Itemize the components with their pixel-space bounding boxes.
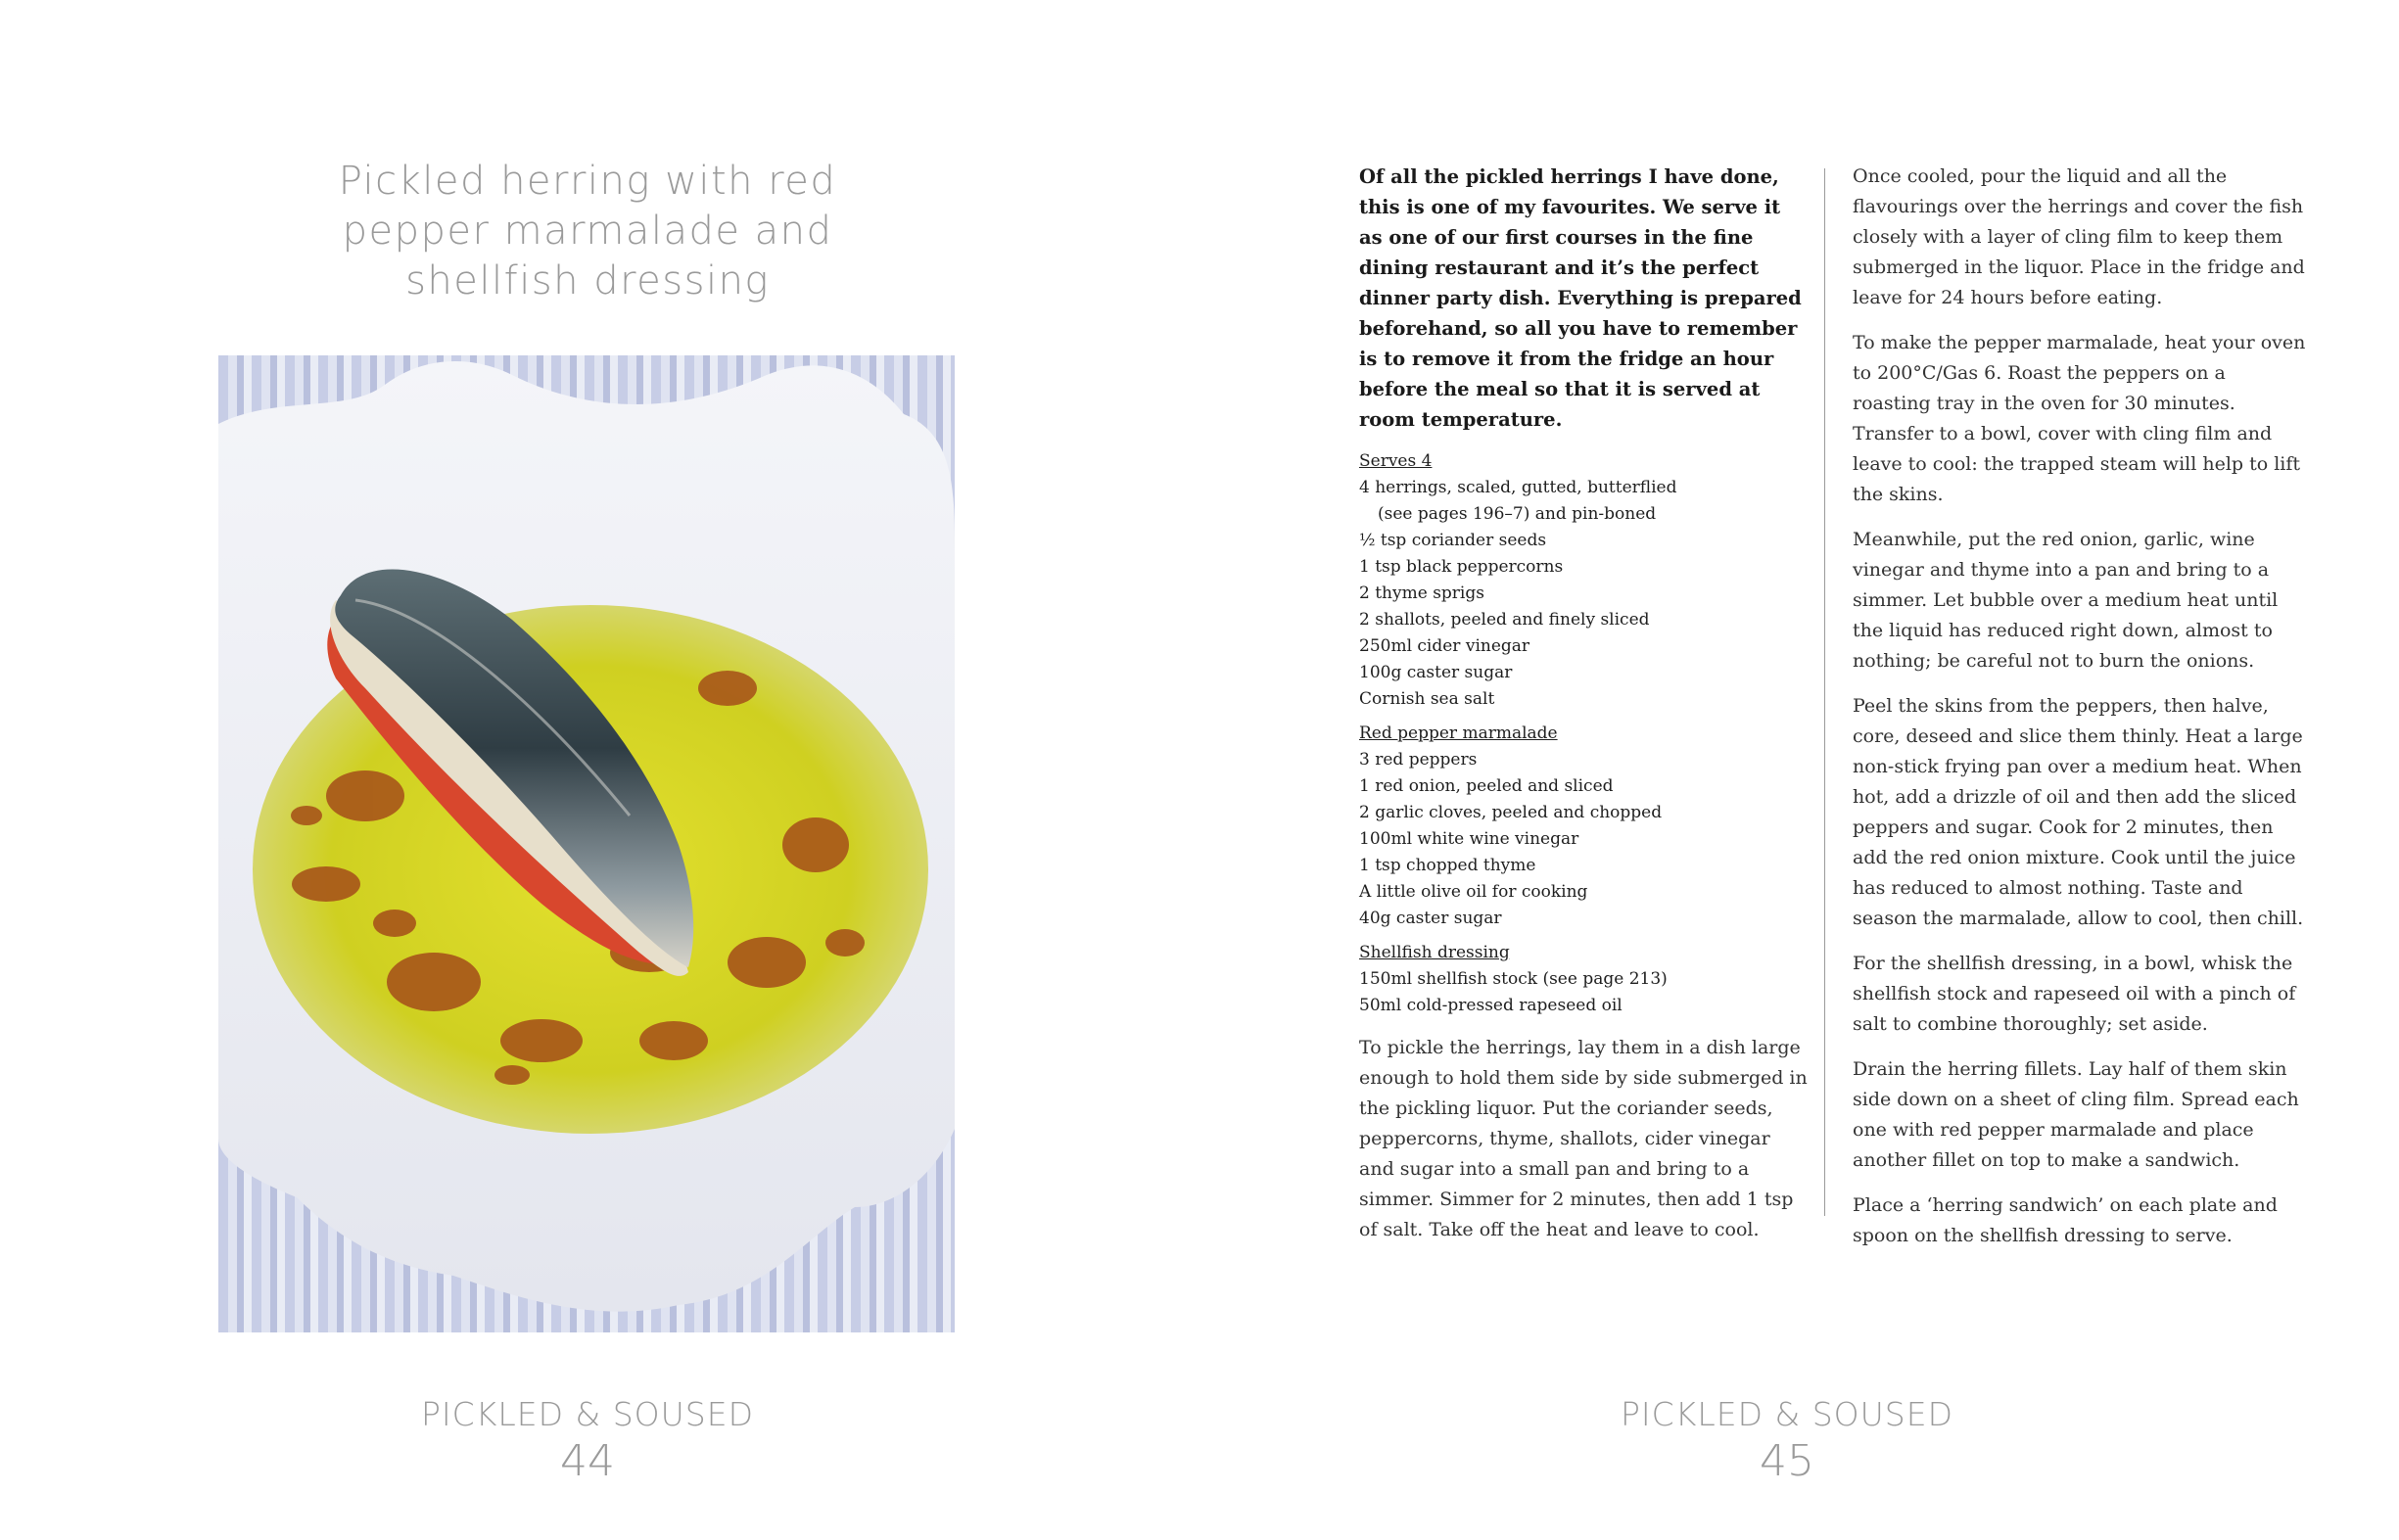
ingredient-item: 1 tsp chopped thyme	[1359, 856, 1536, 875]
method-paragraph: To pickle the herrings, lay them in a dish large enough to hold them side by side submerged in the pickling liquor. Put the coriander seeds, peppercorns, thyme, shallots, cider vinegar and sugar into a small pan and bring to a simmer. Simmer for 2 minutes, then add 1 tsp of salt. Take off the heat and leave to cool.	[1359, 1037, 1808, 1240]
marmalade-heading: Red pepper marmalade	[1359, 723, 1558, 743]
dressing-ingredients	[1359, 966, 1810, 1019]
serves-heading: Serves 4	[1359, 451, 1433, 471]
ingredient-item: 2 garlic cloves, peeled and chopped	[1359, 803, 1663, 822]
ingredient-item: 2 thyme sprigs	[1359, 583, 1484, 603]
method-paragraph: Place a ‘herring sandwich’ on each plate and spoon on the shellfish dressing to serve.	[1853, 1194, 2278, 1246]
ingredient-item: 3 red peppers	[1359, 750, 1478, 770]
method-paragraph: To make the pepper marmalade, heat your oven to 200°C/Gas 6. Roast the peppers on a roasting tray in the oven for 30 minutes. Transfer to a bowl, cover with cling film and leave to cool: the trapped steam will help to lift the skins.	[1853, 332, 2306, 505]
dish-photo-illustration	[218, 355, 955, 1332]
recipe-title-line-3: shellfish dressing	[405, 258, 770, 303]
method-paragraph: Meanwhile, put the red onion, garlic, wine vinegar and thyme into a pan and bring to a simmer. Let bubble over a medium heat until the liquid has reduced right down, almost to nothing; be careful not to burn the onions.	[1853, 529, 2279, 672]
ingredient-item: 4 herrings, scaled, gutted, butterflied	[1359, 478, 1677, 497]
ingredient-item: Cornish sea salt	[1359, 689, 1495, 709]
ingredient-item: 1 red onion, peeled and sliced	[1359, 776, 1614, 796]
section-name: PICKLED & SOUSED	[1621, 1395, 1953, 1433]
ingredient-item: 40g caster sugar	[1359, 909, 1502, 928]
serves-ingredients	[1359, 475, 1810, 713]
section-name: PICKLED & SOUSED	[421, 1395, 754, 1433]
ingredient-item: 1 tsp black peppercorns	[1359, 557, 1564, 577]
recipe-title-line-1: Pickled herring with red	[338, 159, 837, 204]
recipe-title-line-2: pepper marmalade and	[342, 209, 833, 254]
marmalade-ingredients	[1359, 747, 1810, 932]
ingredient-item: 100g caster sugar	[1359, 663, 1513, 682]
page-number: 44	[560, 1436, 615, 1486]
method-paragraph: Peel the skins from the peppers, then halve, core, deseed and slice them thinly. Heat a large non-stick frying pan over a medium heat. When hot, add a drizzle of oil and then add the sliced peppers and sugar. Cook for 2 minutes, then add the red onion mixture. Cook until the juice has reduced to almost nothing. Taste and season the marmalade, allow to cool, then chill.	[1853, 695, 2304, 929]
method-paragraph: Once cooled, pour the liquid and all the flavourings over the herrings and cover the fish closely with a layer of cling film to keep them submerged in the liquor. Place in the fridge and leave for 24 hours before eating.	[1853, 165, 2305, 308]
ingredient-item: ½ tsp coriander seeds	[1359, 531, 1547, 550]
dish-photo	[218, 355, 955, 1332]
ingredient-item: 2 shallots, peeled and finely sliced	[1359, 610, 1650, 630]
method-paragraph: For the shellfish dressing, in a bowl, whisk the shellfish stock and rapeseed oil with a pinch of salt to combine thoroughly; set aside.	[1853, 953, 2296, 1035]
right-page	[1200, 0, 2399, 1540]
ingredient-item: 250ml cider vinegar	[1359, 636, 1530, 656]
ingredient-item: (see pages 196–7) and pin-boned	[1378, 504, 1657, 524]
ingredient-item: A little olive oil for cooking	[1359, 882, 1588, 902]
recipe-intro: Of all the pickled herrings I have done, this is one of my favourites. We serve it as one of our first courses in the fine dining restaurant and it’s the perfect dinner party dish. Everything is prepared beforehand, so all you have to remember is to remove it from the fridge an hour before the meal so that it is served at room temperature.	[1359, 165, 1802, 431]
column-divider	[1824, 168, 1825, 1216]
ingredient-item: 100ml white wine vinegar	[1359, 829, 1579, 849]
ingredient-item: 50ml cold-pressed rapeseed oil	[1359, 996, 1623, 1015]
page-number: 45	[1760, 1436, 1814, 1486]
recipe-title	[245, 157, 930, 306]
recipe-column-1	[1359, 162, 1810, 1260]
dressing-heading: Shellfish dressing	[1359, 943, 1510, 962]
ingredient-item: 150ml shellfish stock (see page 213)	[1359, 969, 1668, 989]
recipe-column-2	[1853, 162, 2308, 1266]
method-paragraph: Drain the herring fillets. Lay half of them skin side down on a sheet of cling film. Spread each one with red pepper marmalade and place another fillet on top to make a sandwich.	[1853, 1058, 2299, 1171]
